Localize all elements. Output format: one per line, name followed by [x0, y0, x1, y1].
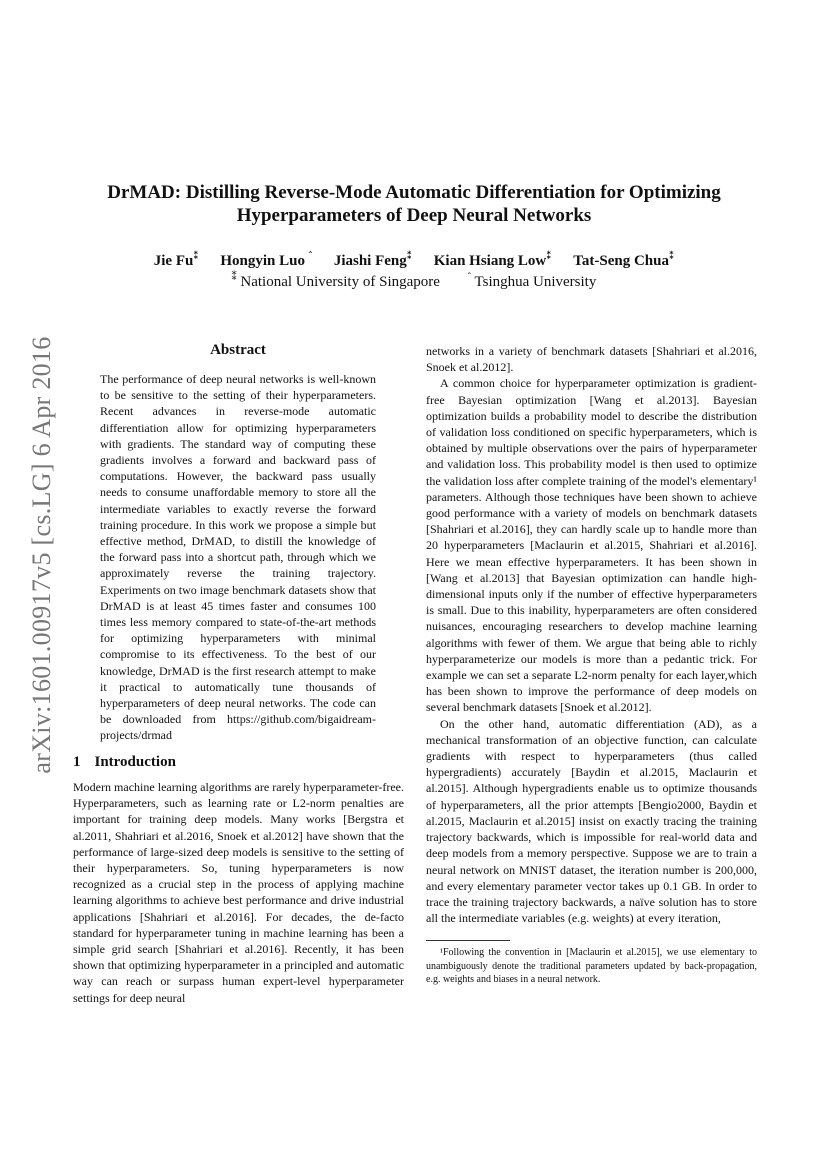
affiliation — [232, 274, 440, 290]
paper-title: DrMAD: Distilling Reverse-Mode Automatic Differentiation for Optimizing Hyperparameters of Deep Neural Networks — [107, 182, 721, 226]
affiliation-mark: ⁑ — [668, 251, 675, 262]
paragraph: Modern machine learning algorithms are rarely hyperparameter-free. Hyperparameters, such as learning rate or L2-norm penalties are important for training deep models. Many works [Bergstra et al.2011, Shahriari et al.2016, Snoek et al.2012] have shown that the performance of large-sized deep models is sensitive to the setting of their hyperparameters. So, tuning hyperparameters is now recognized as a crucial step in the process of applying machine learning algorithms to achieve best performance and drive industrial applications [Shahriari et al.2016]. For decades, the de-facto standard for hyperparameter tuning in machine learning has been a simple grid search [Shahriari et al.2016]. Recently, it has been shown that optimizing hyperparameter in a principled and automatic way can reach or surpass human expert-level hyperparameter settings for deep neural — [73, 780, 404, 1005]
author — [434, 253, 552, 269]
affiliation-name: Tsinghua University — [474, 274, 597, 290]
affiliation — [468, 274, 597, 290]
author-list — [90, 253, 738, 270]
intro-left-column — [73, 779, 404, 1006]
section-title: Introduction — [94, 754, 176, 770]
paragraph: networks in a variety of benchmark datasets [Shahriari et al.2016, Snoek et al.2012]. — [426, 344, 757, 375]
affiliation-mark: ˆ — [467, 272, 472, 283]
author-name: Hongyin Luo — [220, 253, 305, 269]
affiliation-mark: ⁑ — [406, 251, 412, 262]
arxiv-stamp — [16, 320, 68, 790]
affiliation-mark: ˆ — [308, 251, 313, 262]
arxiv-stamp-text: arXiv:1601.00917v5 [cs.LG] 6 Apr 2016 — [27, 336, 56, 774]
paragraph: A common choice for hyperparameter optimization is gradient-free Bayesian optimization [Wang et al.2013]. Bayesian optimization builds a probability model to describe the distribution of validation loss conditioned on specific hyperparameters, which is obtained by multiple observations over the pairs of hyperparameter and validation loss. This probability model is then used to optimize the validation loss after complete training of the model's elementary¹ parameters. Although those techniques have been shown to achieve good performance with a variety of models on benchmark datasets [Shahriari et al.2016], they can hardly scale up to handle more than 20 hyperparameters [Maclaurin et al.2015, Shahriari et al.2016]. Here we mean effective hyperparameters. It has been shown in [Wang et al.2013] that Bayesian optimization can handle high-dimensional inputs only if the number of effective hyperparameters is small. Due to this inability, hyperparameters are often considered nuisances, encouraging researchers to develop machine learning algorithms with fewer of them. We argue that being able to richly hyperparameterize our models is more than a pedantic trick. For example we can set a separate L2-norm penalty for each layer,which has been shown to improve the performance of deep models on several benchmark datasets [Snoek et al.2012]. — [426, 376, 757, 715]
right-column — [426, 343, 757, 926]
author-name: Kian Hsiang Low — [433, 253, 547, 269]
affiliation-mark: ⁑ — [231, 272, 237, 283]
affiliation-mark: ⁑ — [193, 251, 199, 262]
author — [154, 253, 199, 269]
author — [334, 253, 412, 269]
author-name: Tat-Seng Chua — [573, 253, 669, 269]
footnote-rule — [426, 940, 510, 941]
affiliations — [90, 274, 738, 291]
paragraph: On the other hand, automatic differentiation (AD), as a mechanical transformation of an objective function, can calculate gradients with respect to hyperparameters (thus called hypergradients) accurately [Baydin et al.2015, Maclaurin et al.2015]. Although hypergradients enable us to optimize thousands of hyperparameters, all the prior attempts [Bengio2000, Baydin et al.2015, Maclaurin et al.2015] insist on exactly tracing the training trajectory backwards, which is impossible for real-world data and deep models from a memory perspective. Suppose we are to train a neural network on MNIST dataset, the iteration number is 200,000, and every elementary parameter vector takes up 0.1 GB. In order to trace the training trajectory backwards, a naïve solution has to store all the intermediate variables (e.g. weights) at every iteration, — [426, 716, 757, 926]
affiliation-mark: ⁑ — [546, 251, 552, 262]
author-name: Jiashi Feng — [333, 253, 407, 269]
author — [573, 253, 674, 269]
author — [220, 253, 312, 269]
section-heading — [73, 754, 176, 771]
abstract-text: The performance of deep neural networks is well-known to be sensitive to the setting of their hyperparameters. Recent advances in reverse-mode automatic differentiation allow for optimizing hyperparameters with gradients. The standard way of computing these gradients involves a forward and backward pass of computations. However, the backward pass usually needs to consume unaffordable memory to store all the intermediate variables to exactly reverse the forward training procedure. In this work we propose a simple but effective method, DrMAD, to distill the knowledge of the forward pass into a shortcut path, through which we approximately reverse the training trajectory. Experiments on two image benchmark datasets show that DrMAD is at least 45 times faster and consumes 100 times less memory compared to state-of-the-art methods for optimizing hyperparameters with minimal compromise to its effectiveness. To the best of our knowledge, DrMAD is the first research attempt to make it practical to automatically tune thousands of hyperparameters of deep neural networks. The code can be downloaded from https://github.com/bigaidream-projects/drmad — [100, 372, 376, 743]
abstract-body — [100, 371, 376, 744]
author-name: Jie Fu — [153, 253, 194, 269]
footnote: ¹Following the convention in [Maclaurin et al.2015], we use elementary to unambiguously denote the traditional parameters updated by back-propagation, e.g. weights and biases in a neural network. — [426, 947, 757, 986]
affiliation-name: National University of Singapore — [240, 274, 440, 290]
abstract-heading: Abstract — [210, 342, 266, 358]
section-number: 1 — [73, 754, 81, 770]
